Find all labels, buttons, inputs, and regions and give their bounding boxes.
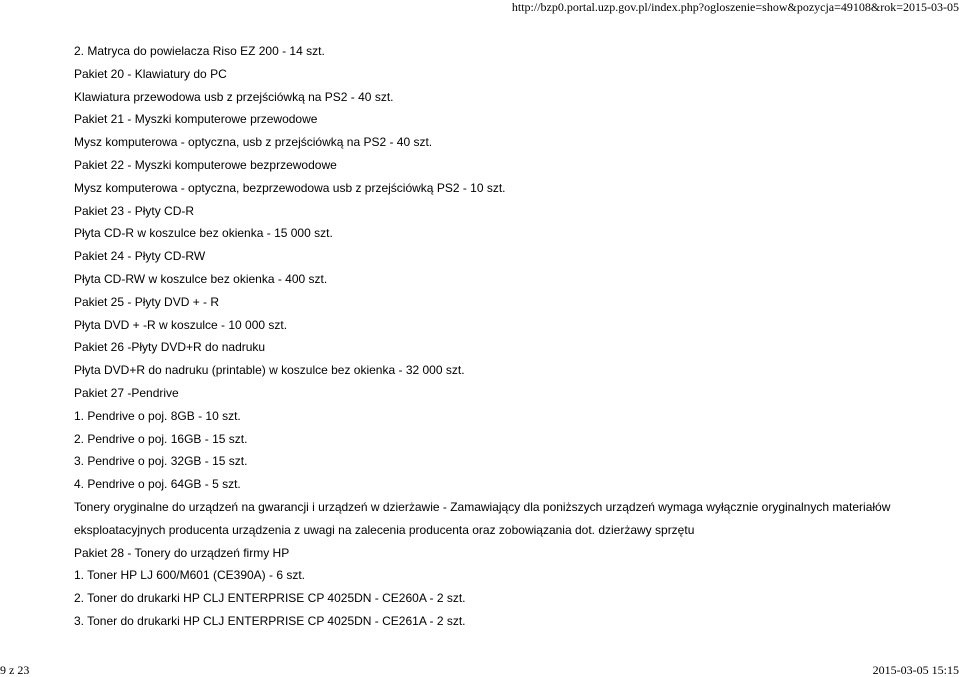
list-item: 3. Toner do drukarki HP CLJ ENTERPRISE CP 4025DN - CE261A - 2 szt. bbox=[74, 613, 466, 628]
list-item: Płyta CD-RW w koszulce bez okienka - 400 szt. bbox=[74, 271, 328, 286]
document-body bbox=[74, 40, 959, 633]
package-heading: Pakiet 27 -Pendrive bbox=[74, 385, 179, 400]
list-item: Mysz komputerowa - optyczna, usb z przejściówką na PS2 - 40 szt. bbox=[74, 135, 433, 150]
paragraph-line: Tonery oryginalne do urządzeń na gwarancji i urządzeń w dzierżawie - Zamawiający dla poniższych urządzeń wymaga wyłącznie oryginalnych materiałów bbox=[74, 499, 891, 514]
package-heading: Pakiet 22 - Myszki komputerowe bezprzewodowe bbox=[74, 157, 337, 172]
package-heading: Pakiet 24 - Płyty CD-RW bbox=[74, 249, 206, 264]
package-heading: Pakiet 25 - Płyty DVD + - R bbox=[74, 294, 220, 309]
print-datetime: 2015-03-05 15:15 bbox=[872, 663, 959, 677]
page-counter: 9 z 23 bbox=[0, 663, 30, 677]
list-item: Klawiatura przewodowa usb z przejściówką na PS2 - 40 szt. bbox=[74, 89, 394, 104]
package-heading: Pakiet 23 - Płyty CD-R bbox=[74, 203, 195, 218]
list-item: Płyta CD-R w koszulce bez okienka - 15 000 szt. bbox=[74, 226, 333, 241]
package-heading: Pakiet 28 - Tonery do urządzeń firmy HP bbox=[74, 545, 290, 560]
list-item: 2. Toner do drukarki HP CLJ ENTERPRISE CP 4025DN - CE260A - 2 szt. bbox=[74, 591, 466, 606]
list-item: 1. Toner HP LJ 600/M601 (CE390A) - 6 szt. bbox=[74, 568, 306, 583]
list-item: 2. Pendrive o poj. 16GB - 15 szt. bbox=[74, 431, 248, 446]
print-header-url: http://bzp0.portal.uzp.gov.pl/index.php?ogloszenie=show&pozycja=49108&rok=2015-03-05 bbox=[511, 0, 959, 14]
package-heading: Pakiet 21 - Myszki komputerowe przewodowe bbox=[74, 112, 318, 127]
list-item: Płyta DVD+R do nadruku (printable) w koszulce bez okienka - 32 000 szt. bbox=[74, 363, 465, 378]
list-item: Mysz komputerowa - optyczna, bezprzewodowa usb z przejściówką PS2 - 10 szt. bbox=[74, 180, 506, 195]
paragraph-line: eksploatacyjnych producenta urządzenia z uwagi na zalecenia producenta oraz zobowiązania dot. dzierżawy sprzętu bbox=[74, 522, 695, 537]
list-item: Płyta DVD + -R w koszulce - 10 000 szt. bbox=[74, 317, 288, 332]
package-heading: Pakiet 26 -Płyty DVD+R do nadruku bbox=[74, 340, 266, 355]
list-item: 3. Pendrive o poj. 32GB - 15 szt. bbox=[74, 454, 248, 469]
package-heading: Pakiet 20 - Klawiatury do PC bbox=[74, 66, 227, 81]
list-item: 4. Pendrive o poj. 64GB - 5 szt. bbox=[74, 477, 241, 492]
list-item: 1. Pendrive o poj. 8GB - 10 szt. bbox=[74, 408, 241, 423]
list-item: 2. Matryca do powielacza Riso EZ 200 - 14 szt. bbox=[74, 44, 325, 58]
